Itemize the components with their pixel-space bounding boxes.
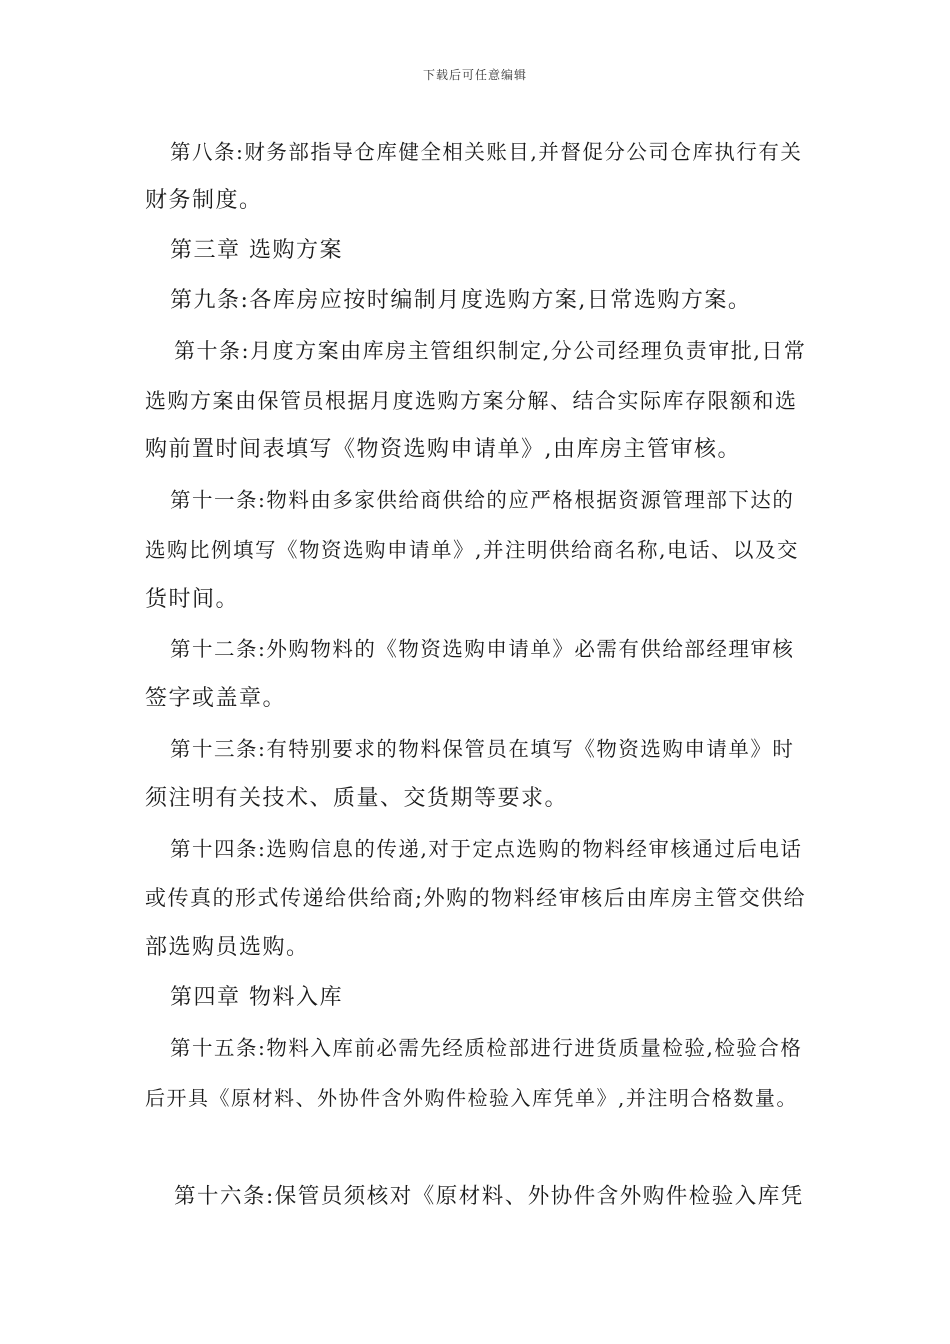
text-line: 选购方案由保管员根据月度选购方案分解、结合实际库存限额和选 bbox=[145, 389, 798, 413]
text-line: 第十一条:物料由多家供给商供给的应严格根据资源管理部下达的 bbox=[170, 488, 795, 512]
text-line: 第八条:财务部指导仓库健全相关账目,并督促分公司仓库执行有关 bbox=[170, 140, 803, 164]
text-line: 第十三条:有特别要求的物料保管员在填写《物资选购申请单》时 bbox=[170, 737, 795, 761]
text-line: 选购比例填写《物资选购申请单》,并注明供给商名称,电话、以及交 bbox=[145, 538, 800, 562]
text-line: 购前置时间表填写《物资选购申请单》,由库房主管审核。 bbox=[145, 437, 741, 462]
text-line: 签字或盖章。 bbox=[145, 686, 287, 711]
text-line: 第十五条:物料入库前必需先经质检部进行进货质量检验,检验合格 bbox=[170, 1036, 803, 1060]
text-line: 财务制度。 bbox=[145, 188, 263, 213]
text-line: 部选购员选购。 bbox=[145, 935, 310, 960]
text-line: 或传真的形式传递给供给商;外购的物料经审核后由库房主管交供给 bbox=[145, 886, 807, 910]
text-line: 须注明有关技术、质量、交货期等要求。 bbox=[145, 786, 569, 811]
chapter-heading: 第三章 选购方案 bbox=[170, 238, 343, 263]
text-line: 第十二条:外购物料的《物资选购申请单》必需有供给部经理审核 bbox=[170, 637, 795, 661]
text-line: 第十四条:选购信息的传递,对于定点选购的物料经审核通过后电话 bbox=[170, 837, 803, 861]
text-line: 第十六条:保管员须核对《原材料、外协件含外购件检验入库凭 bbox=[174, 1184, 804, 1209]
text-line: 后开具《原材料、外协件含外购件检验入库凭单》,并注明合格数量。 bbox=[145, 1086, 798, 1110]
text-line: 第十条:月度方案由库房主管组织制定,分公司经理负责审批,日常 bbox=[174, 339, 807, 363]
text-line: 货时间。 bbox=[145, 587, 240, 612]
chapter-heading: 第四章 物料入库 bbox=[170, 985, 343, 1010]
text-line: 第九条:各库房应按时编制月度选购方案,日常选购方案。 bbox=[170, 288, 752, 313]
header-note: 下载后可任意编辑 bbox=[422, 68, 527, 82]
